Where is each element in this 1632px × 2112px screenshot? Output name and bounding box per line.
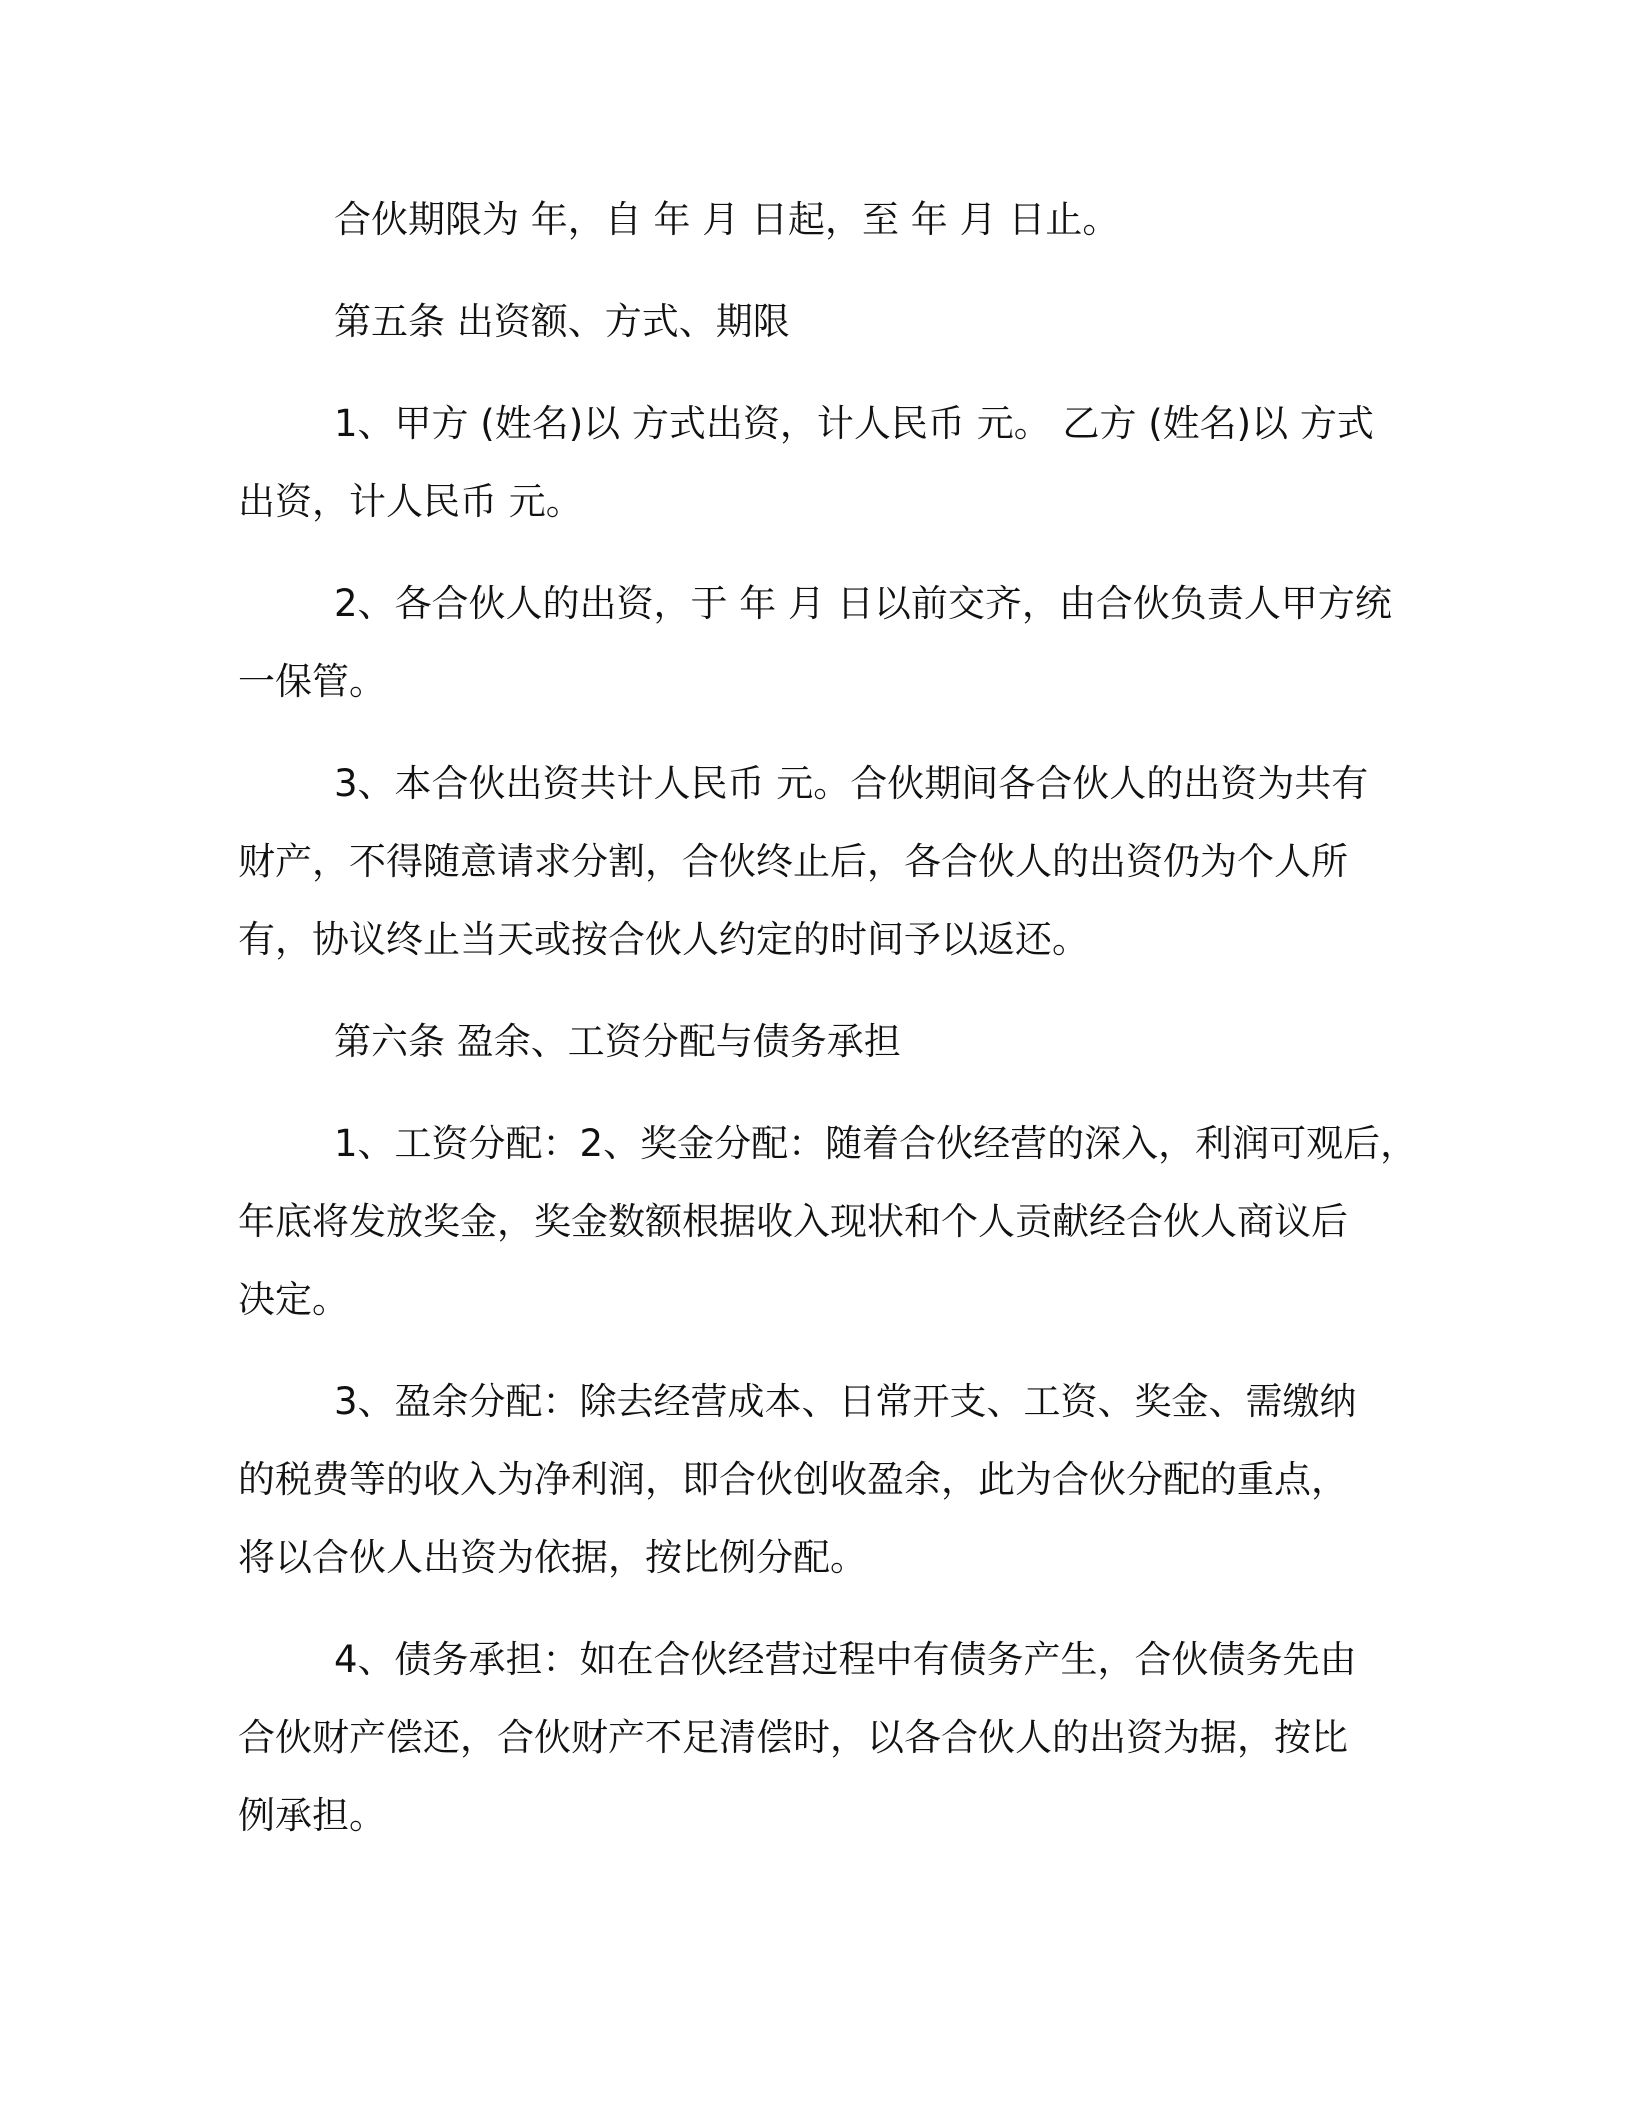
article-5-item-3-line-2: 财产，不得随意请求分割，合伙终止后，各合伙人的出资仍为个人所 [238, 840, 1348, 883]
article-6-item-4-line-2: 合伙财产偿还，合伙财产不足清偿时，以各合伙人的出资为据，按比 [238, 1716, 1348, 1759]
article-6-item-1-line-3: 决定。 [238, 1278, 349, 1321]
term-paragraph: 合伙期限为 年，自 年 月 日起，至 年 月 日止。 [334, 198, 1120, 241]
article-5-item-3-line-1: 3、本合伙出资共计人民币 元。合伙期间各合伙人的出资为共有 [334, 762, 1369, 805]
article-6-item-3-line-1: 3、盈余分配：除去经营成本、日常开支、工资、奖金、需缴纳 [334, 1380, 1357, 1423]
article-6-item-1-line-2: 年底将发放奖金，奖金数额根据收入现状和个人贡献经合伙人商议后 [238, 1200, 1348, 1243]
article-6-item-4-line-1: 4、债务承担：如在合伙经营过程中有债务产生，合伙债务先由 [334, 1638, 1357, 1681]
article-5-item-3-line-3: 有，协议终止当天或按合伙人约定的时间予以返还。 [238, 918, 1089, 961]
article-5-item-1-line-2: 出资，计人民币 元。 [238, 480, 583, 523]
article-5-item-2-line-2: 一保管。 [238, 660, 386, 703]
article-6-heading: 第六条 盈余、工资分配与债务承担 [334, 1020, 901, 1063]
article-6-item-4-line-3: 例承担。 [238, 1794, 386, 1837]
article-6-item-3-line-3: 将以合伙人出资为依据，按比例分配。 [238, 1536, 867, 1579]
article-5-item-2-line-1: 2、各合伙人的出资，于 年 月 日以前交齐，由合伙负责人甲方统 [334, 582, 1392, 625]
article-5-item-1-line-1: 1、甲方 (姓名)以 方式出资，计人民币 元。 乙方 (姓名)以 方式 [334, 402, 1374, 445]
article-5-heading: 第五条 出资额、方式、期限 [334, 300, 790, 343]
article-6-item-3-line-2: 的税费等的收入为净利润，即合伙创收盈余，此为合伙分配的重点， [238, 1458, 1348, 1501]
article-6-item-1-line-1: 1、工资分配：2、奖金分配：随着合伙经营的深入，利润可观后， [334, 1122, 1418, 1165]
